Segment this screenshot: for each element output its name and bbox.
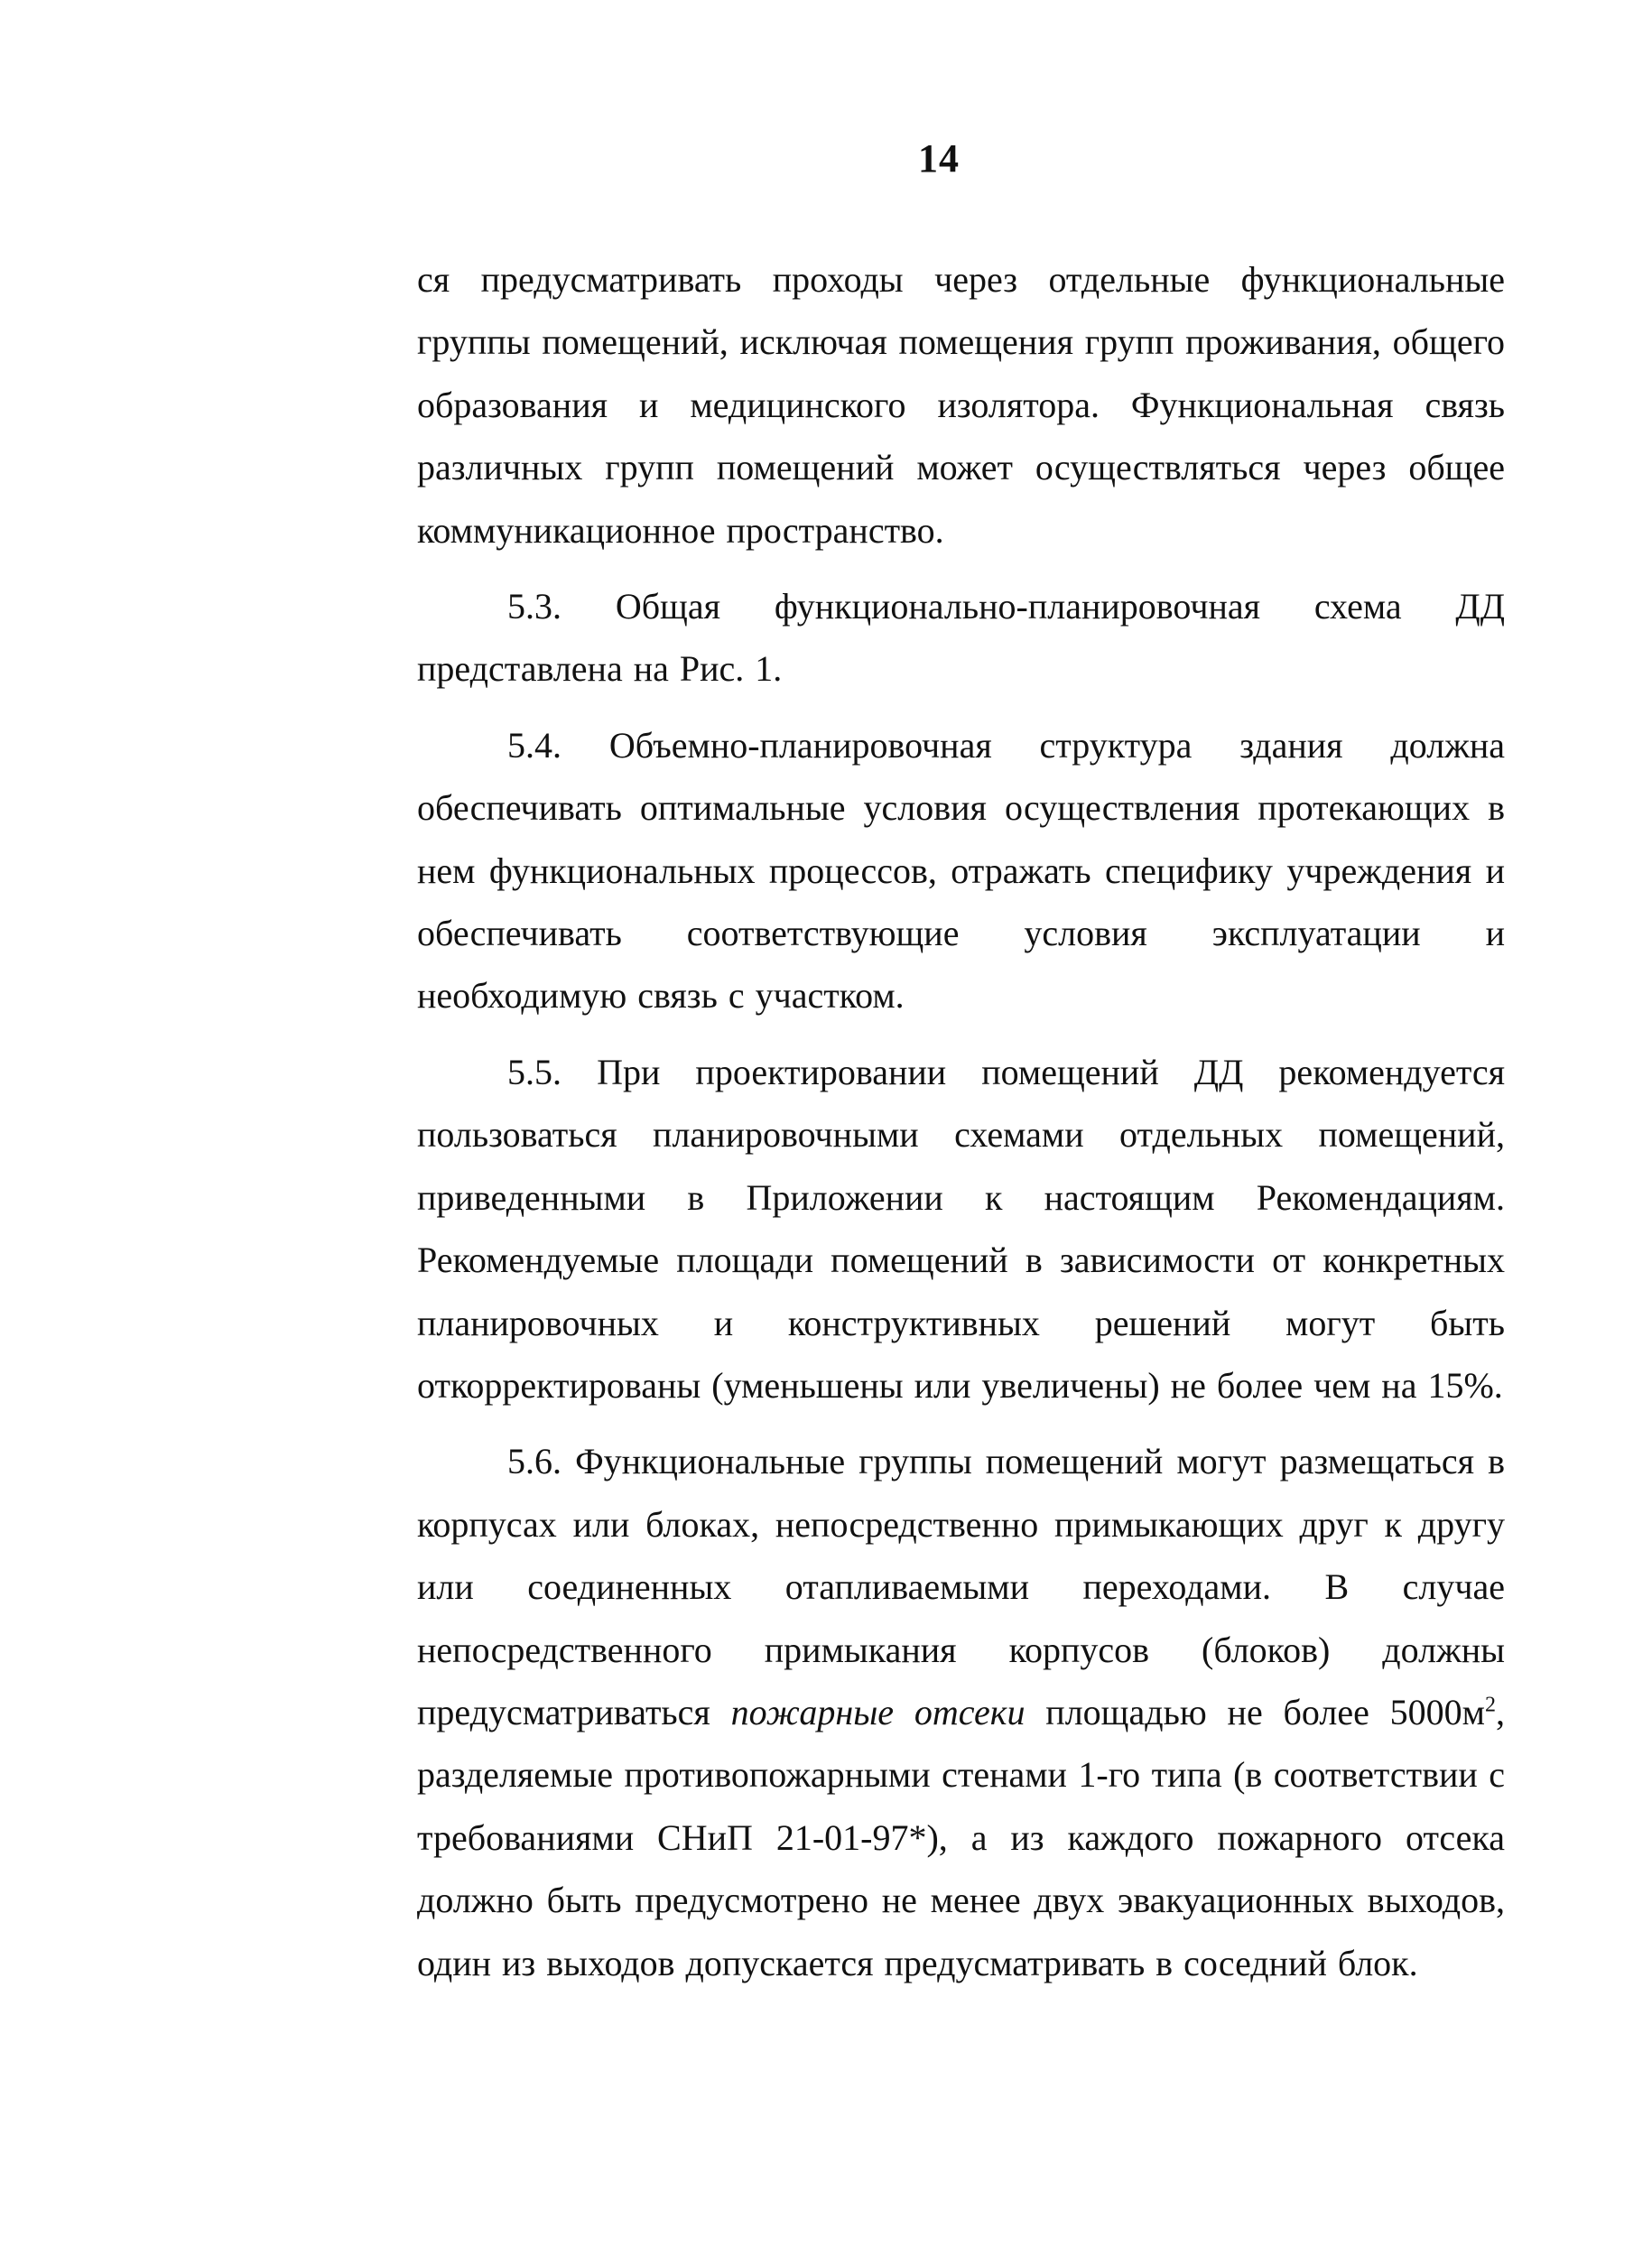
paragraph-5-6-italic-term: пожарные отсеки xyxy=(730,1691,1026,1732)
paragraph-5-5: 5.5. При проектировании помещений ДД рекомендуется пользоваться планировочными схемами отдельных помещений, приведенными в Приложении к настоящим Рекомендациям. Рекомендуемые площади помещений в зависимости от конкретных планировочных и конструктивных решений могут быть откорректированы (уменьшены или увеличены) не более чем на 15%. xyxy=(417,1051,1505,1406)
paragraph-5-4: 5.4. Объемно-планировочная структура здания должна обеспечивать оптимальные условия осуществления протекающих в нем функциональных процессов, отражать специфику учреждения и обеспечивать соответствующие условия эксплуатации и необходимую связь с участком. xyxy=(417,724,1505,1017)
document-body xyxy=(417,248,1505,2008)
paragraph-5-6-superscript: 2 xyxy=(1485,1693,1496,1717)
page-number: 14 xyxy=(918,136,960,181)
paragraph-5-6 xyxy=(417,1430,1505,1994)
paragraph-5-6-part3: , разделяемые противопожарными стенами 1-го типа (в соответствии с требованиями СНиП 21-01-97*), а из каждого пожарного отсека должно быть предусмотрено не менее двух эвакуационных выходов, один из выходов допускается предусматривать в соседний блок. xyxy=(417,1691,1505,1983)
paragraph-5-6-part1: 5.6. Функциональные группы помещений могут размещаться в корпусах или блоках, непосредственно примыкающих друг к другу или соединенных отапливаемыми переходами. В случае непосредственного примыкания корпусов (блоков) должны предусматриваться xyxy=(417,1441,1505,1732)
paragraph-5-6-part2: площадью не более 5000м xyxy=(1025,1691,1485,1732)
paragraph-5-3: 5.3. Общая функционально-планировочная схема ДД представлена на Рис. 1. xyxy=(417,586,1505,690)
paragraph-continuation: ся предусматривать проходы через отдельные функциональные группы помещений, исключая помещения групп проживания, общего образования и медицинского изолятора. Функциональная связь различных групп помещений может осуществляться через общее коммуникационное пространство. xyxy=(417,259,1505,551)
